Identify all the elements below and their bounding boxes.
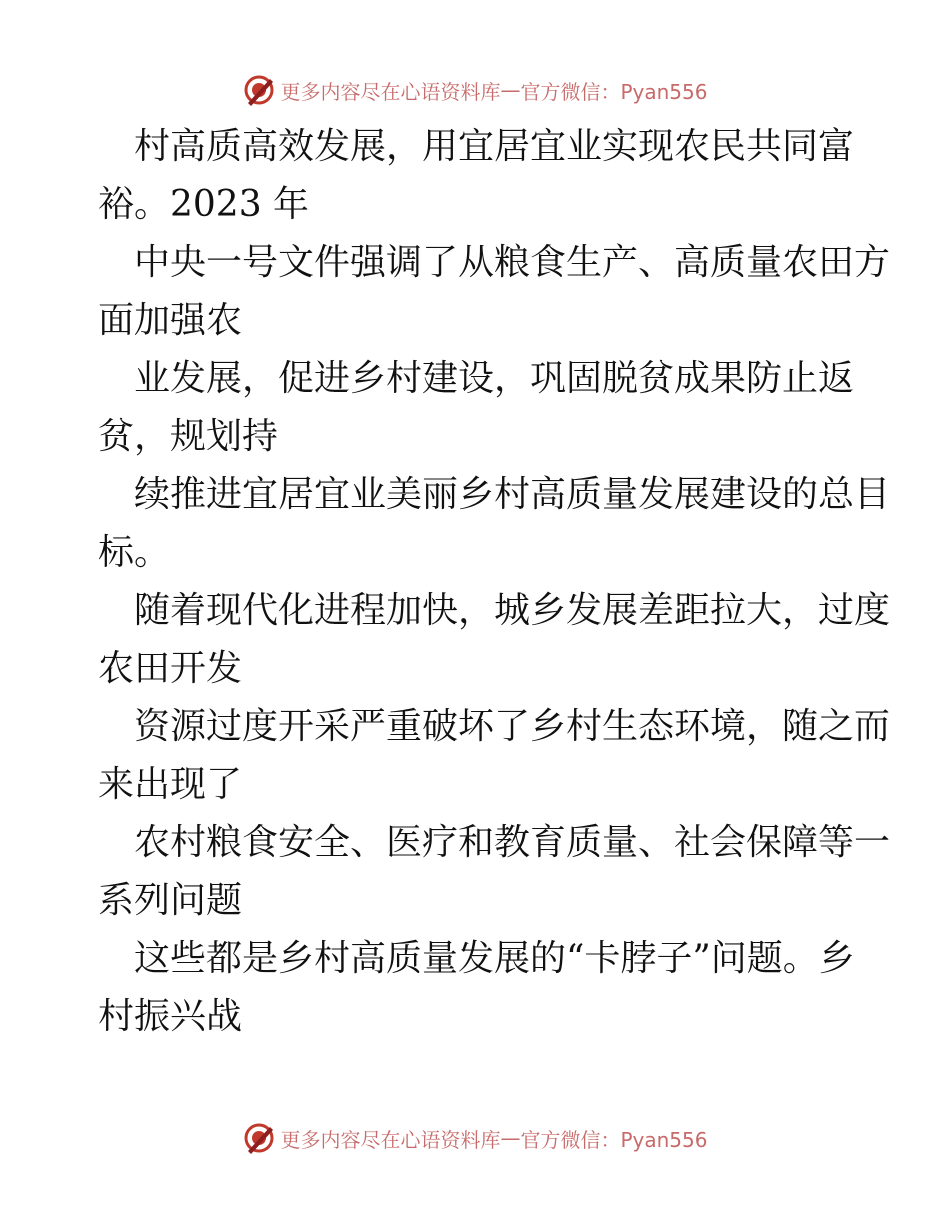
paragraph [98, 234, 891, 350]
paragraph-line: 来出现了 [98, 764, 243, 805]
watermark-site-text: 更多内容尽在心语资料库 [280, 1127, 501, 1152]
document-body [98, 118, 891, 1046]
paragraph-line: 裕。2023 年 [98, 184, 310, 225]
watermark-separator: — [500, 1126, 521, 1150]
red-pen-logo-icon [242, 73, 276, 107]
paragraph [98, 350, 858, 466]
watermark-separator: — [500, 78, 521, 102]
paragraph [98, 118, 858, 234]
paragraph-line: 续推进宜居宜业美丽乡村高质量发展建设的总目 [134, 474, 891, 515]
paragraph-line: 系列问题 [98, 880, 243, 921]
red-pen-logo-icon [242, 1121, 276, 1155]
header-watermark [0, 70, 950, 110]
paragraph [98, 814, 891, 930]
watermark-site-text: 更多内容尽在心语资料库 [280, 79, 501, 104]
paragraph-line: 面加强农 [98, 300, 243, 341]
paragraph-line: 标。 [98, 532, 171, 573]
footer-watermark [0, 1118, 950, 1158]
paragraph-line: 村振兴战 [98, 996, 243, 1037]
paragraph [98, 930, 858, 1046]
paragraph-line: 贫，规划持 [98, 416, 279, 457]
paragraph-line: 业发展，促进乡村建设，巩固脱贫成果防止返 [134, 358, 855, 399]
watermark-wechat-text: 官方微信：Pyan556 [520, 79, 708, 104]
paragraph-line: 资源过度开采严重破坏了乡村生态环境，随之而 [134, 706, 891, 747]
paragraph-line: 随着现代化进程加快，城乡发展差距拉大，过度 [134, 590, 891, 631]
watermark-wechat-text: 官方微信：Pyan556 [520, 1127, 708, 1152]
paragraph-line: 农田开发 [98, 648, 243, 689]
paragraph-line: 农村粮食安全、医疗和教育质量、社会保障等一 [134, 822, 891, 863]
paragraph [98, 466, 891, 582]
paragraph [98, 582, 891, 698]
paragraph-line: 中央一号文件强调了从粮食生产、高质量农田方 [134, 242, 891, 283]
paragraph [98, 698, 891, 814]
paragraph-line: 村高质高效发展，用宜居宜业实现农民共同富 [134, 126, 855, 167]
paragraph-line: 这些都是乡村高质量发展的“卡脖子”问题。乡 [134, 938, 855, 979]
